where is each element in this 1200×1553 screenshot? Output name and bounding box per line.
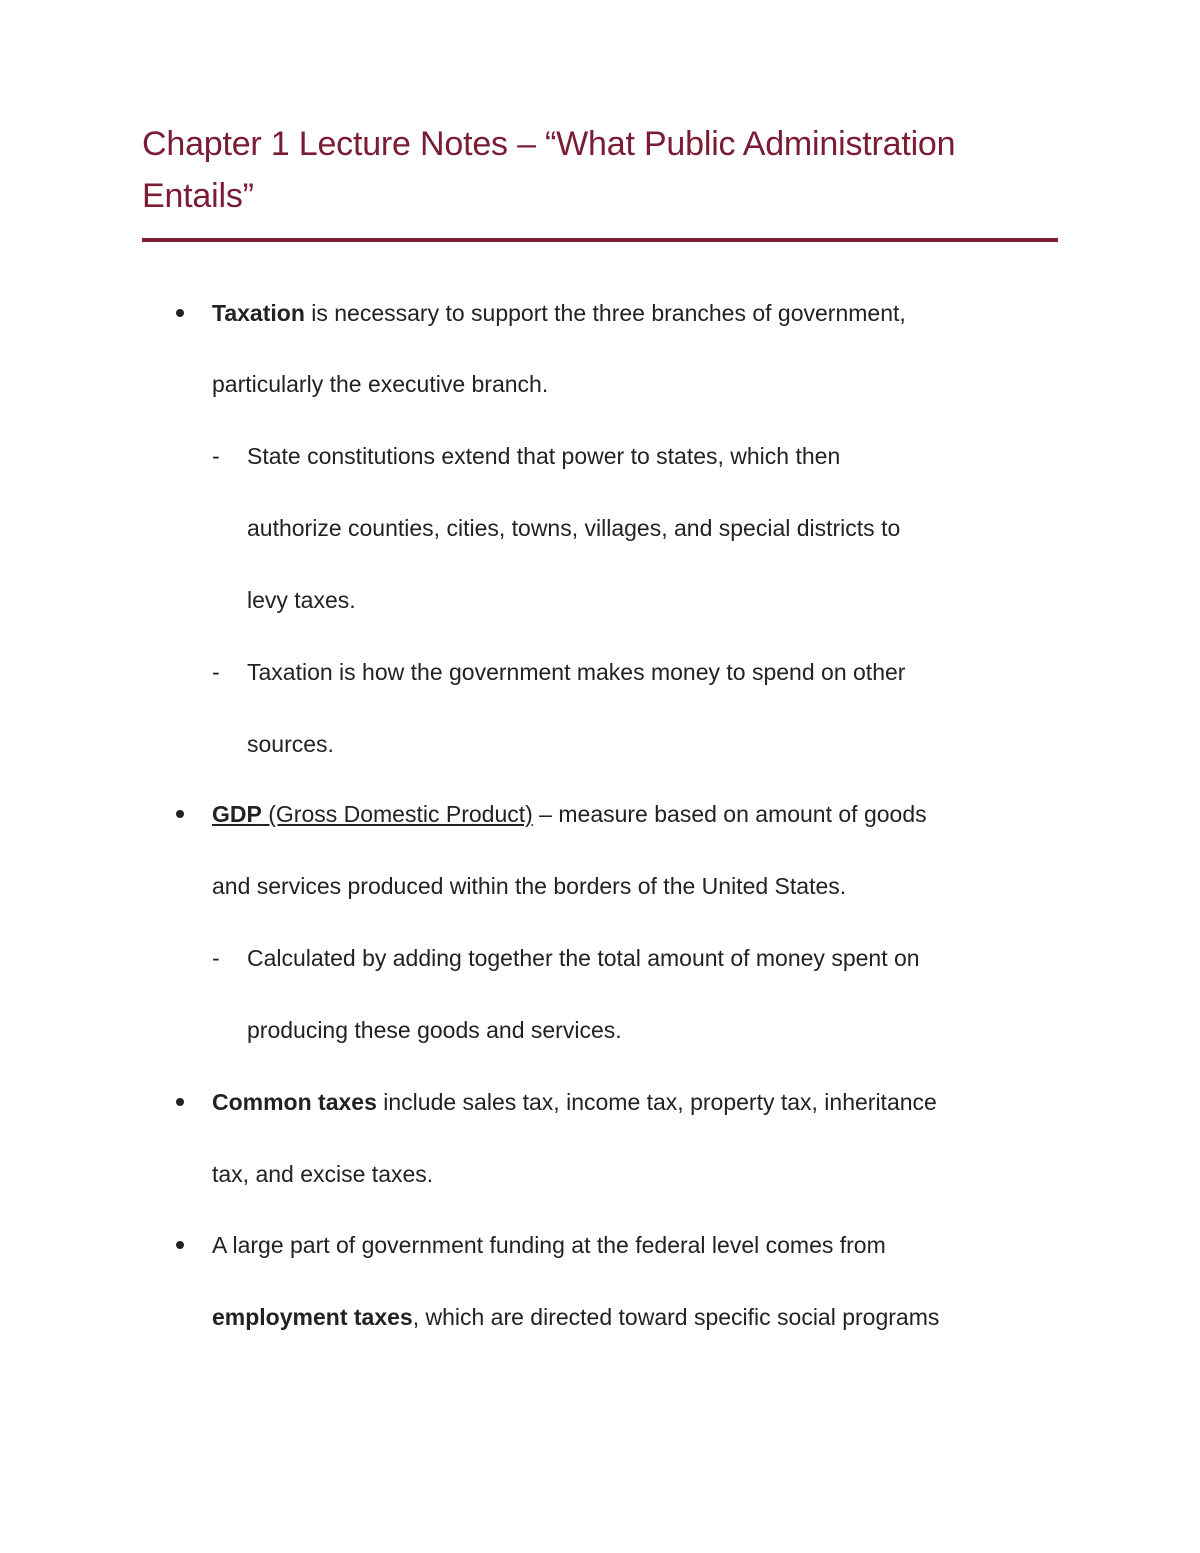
page-title [142,118,1052,222]
dash-marker: - [212,443,220,469]
list-item [212,799,927,829]
term-common-taxes: Common taxes [212,1089,377,1115]
item-text-continued [212,1302,939,1332]
bullet-icon [176,1098,184,1106]
title-divider [142,238,1058,242]
sub-item-text: producing these goods and services. [247,1017,622,1043]
item-text: include sales tax, income tax, property tax, inheritance [376,1089,937,1115]
bullet-icon [176,810,184,818]
sub-item-text: Taxation is how the government makes money to spend on other [247,659,906,685]
sub-item-text: authorize counties, cities, towns, villages, and special districts to [247,515,901,541]
sub-item-text: Calculated by adding together the total amount of money spent on [247,945,920,971]
list-item: A large part of government funding at the federal level comes from [212,1232,886,1258]
item-text: , which are directed toward specific social programs [412,1304,940,1330]
bullet-icon [176,309,184,317]
item-text-continued: tax, and excise taxes. [212,1161,434,1187]
term-taxation: Taxation [212,300,305,326]
list-item [212,1087,937,1117]
title-line-2: Entails” [142,177,254,215]
title-line-1: Chapter 1 Lecture Notes – “What Public Administration [142,125,956,163]
bullet-icon [176,1241,184,1249]
term-gdp-expansion: (Gross Domestic Product) [261,801,533,827]
sub-item-text: State constitutions extend that power to states, which then [247,443,841,469]
sub-item-text: levy taxes. [247,587,356,613]
sub-item-text: sources. [247,731,334,757]
list-item [212,298,906,328]
term-gdp [212,801,533,827]
dash-marker: - [212,659,220,685]
item-text: – measure based on amount of goods [532,801,927,827]
term-gdp-abbr: GDP [212,801,262,827]
item-text: is necessary to support the three branches of government, [304,300,906,326]
item-text-continued: and services produced within the borders of the United States. [212,873,847,899]
dash-marker: - [212,945,220,971]
term-employment-taxes: employment taxes [212,1304,413,1330]
item-text-continued: particularly the executive branch. [212,371,549,397]
